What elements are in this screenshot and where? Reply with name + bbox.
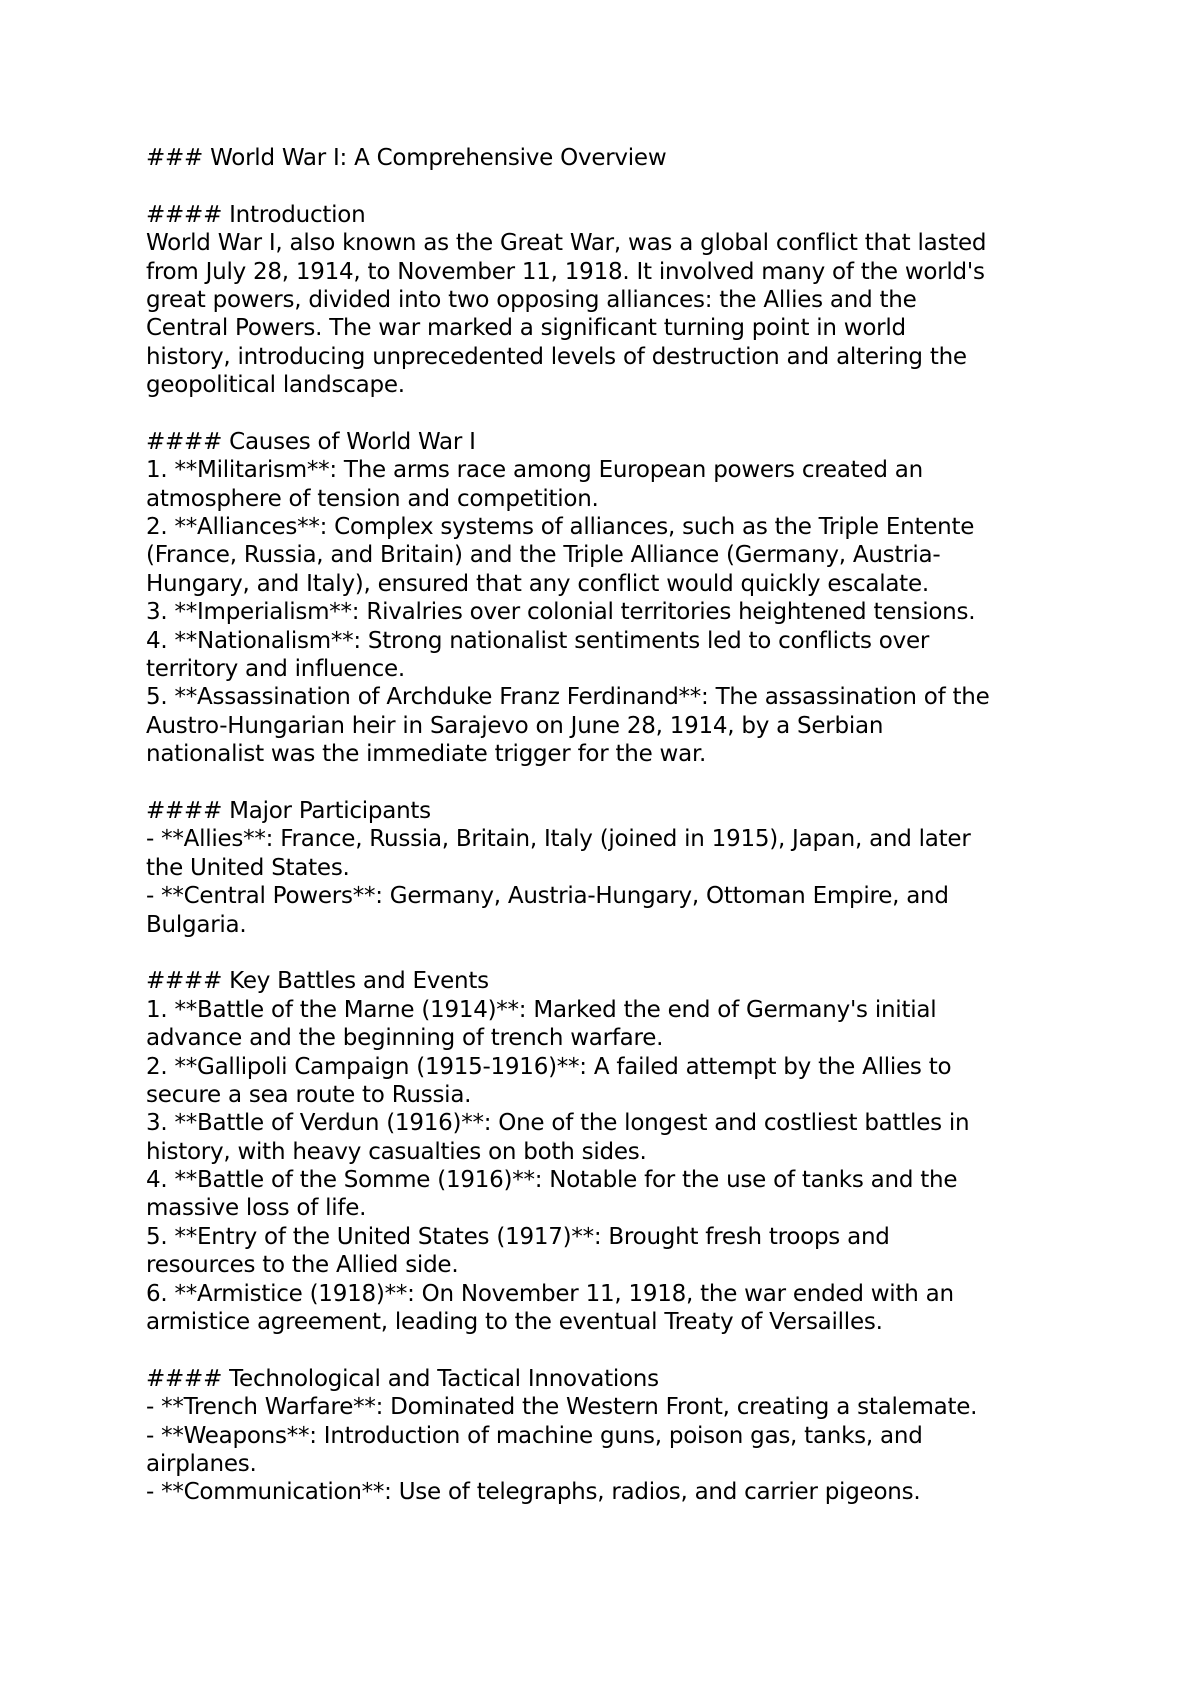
- battles-line: advance and the beginning of trench warfare.: [146, 1025, 664, 1052]
- innovations-line: - **Weapons**: Introduction of machine guns, poison gas, tanks, and: [146, 1422, 923, 1449]
- spacer: [146, 939, 1086, 967]
- section-heading-participants: #### Major Participants: [146, 797, 431, 824]
- section-heading-innovations: #### Technological and Tactical Innovations: [146, 1365, 659, 1392]
- participants-line: the United States.: [146, 854, 350, 881]
- battles-line: 4. **Battle of the Somme (1916)**: Notable for the use of tanks and the: [146, 1167, 958, 1194]
- spacer: [146, 400, 1086, 428]
- causes-line: nationalist was the immediate trigger for the war.: [146, 741, 707, 768]
- introduction-line: from July 28, 1914, to November 11, 1918. It involved many of the world's: [146, 258, 985, 285]
- battles-line: secure a sea route to Russia.: [146, 1081, 472, 1108]
- introduction-line: Central Powers. The war marked a significant turning point in world: [146, 315, 906, 342]
- causes-line: 4. **Nationalism**: Strong nationalist sentiments led to conflicts over: [146, 627, 930, 654]
- spacer: [146, 172, 1086, 200]
- battles-line: 1. **Battle of the Marne (1914)**: Marked the end of Germany's initial: [146, 996, 937, 1023]
- battles-line: massive loss of life.: [146, 1195, 367, 1222]
- section-heading-battles: #### Key Battles and Events: [146, 968, 489, 995]
- participants-line: - **Allies**: France, Russia, Britain, Italy (joined in 1915), Japan, and later: [146, 826, 971, 853]
- document-page: [146, 144, 1086, 1507]
- section-heading-introduction: #### Introduction: [146, 201, 366, 228]
- spacer: [146, 1336, 1086, 1364]
- innovations-line: airplanes.: [146, 1450, 257, 1477]
- battles-line: resources to the Allied side.: [146, 1252, 459, 1279]
- introduction-line: World War I, also known as the Great War, was a global conflict that lasted: [146, 230, 987, 257]
- participants-line: Bulgaria.: [146, 911, 247, 938]
- spacer: [146, 769, 1086, 797]
- battles-line: history, with heavy casualties on both sides.: [146, 1138, 647, 1165]
- introduction-line: geopolitical landscape.: [146, 372, 405, 399]
- battles-line: armistice agreement, leading to the eventual Treaty of Versailles.: [146, 1309, 883, 1336]
- introduction-line: history, introducing unprecedented levels of destruction and altering the: [146, 343, 967, 370]
- battles-line: 3. **Battle of Verdun (1916)**: One of the longest and costliest battles in: [146, 1110, 970, 1137]
- causes-line: atmosphere of tension and competition.: [146, 485, 599, 512]
- causes-line: (France, Russia, and Britain) and the Triple Alliance (Germany, Austria-: [146, 542, 941, 569]
- battles-line: 6. **Armistice (1918)**: On November 11, 1918, the war ended with an: [146, 1280, 954, 1307]
- battles-line: 2. **Gallipoli Campaign (1915-1916)**: A failed attempt by the Allies to: [146, 1053, 952, 1080]
- document-title: ### World War I: A Comprehensive Overview: [146, 145, 667, 171]
- innovations-line: - **Trench Warfare**: Dominated the Western Front, creating a stalemate.: [146, 1394, 978, 1421]
- section-heading-causes: #### Causes of World War I: [146, 428, 476, 455]
- causes-line: 3. **Imperialism**: Rivalries over colonial territories heightened tensions.: [146, 599, 976, 626]
- battles-line: 5. **Entry of the United States (1917)**: Brought fresh troops and: [146, 1223, 890, 1250]
- causes-line: Hungary, and Italy), ensured that any conflict would quickly escalate.: [146, 570, 929, 597]
- introduction-line: great powers, divided into two opposing alliances: the Allies and the: [146, 286, 917, 313]
- causes-line: 1. **Militarism**: The arms race among European powers created an: [146, 457, 923, 484]
- participants-line: - **Central Powers**: Germany, Austria-Hungary, Ottoman Empire, and: [146, 883, 949, 910]
- causes-line: territory and influence.: [146, 656, 405, 683]
- causes-line: Austro-Hungarian heir in Sarajevo on June 28, 1914, by a Serbian: [146, 712, 884, 739]
- causes-line: 2. **Alliances**: Complex systems of alliances, such as the Triple Entente: [146, 514, 975, 541]
- causes-line: 5. **Assassination of Archduke Franz Ferdinand**: The assassination of the: [146, 684, 990, 711]
- innovations-line: - **Communication**: Use of telegraphs, radios, and carrier pigeons.: [146, 1479, 921, 1506]
